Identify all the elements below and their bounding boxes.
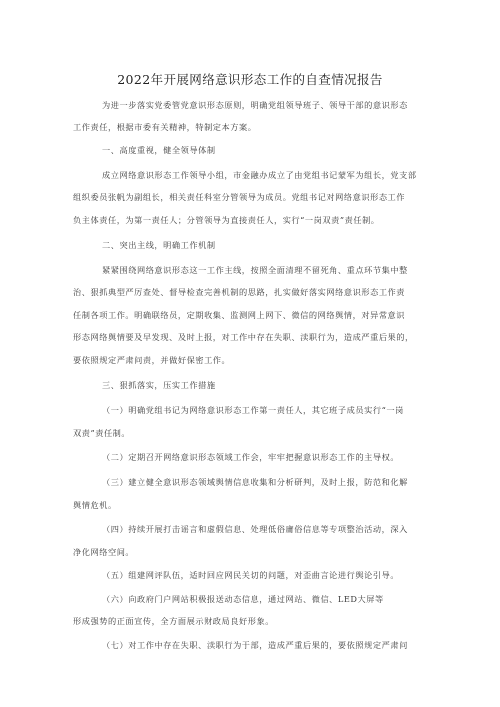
paragraph-line: 工作责任，根据市委有关精神，特制定本方案。	[73, 122, 257, 132]
paragraph-line: （六）向政府门户网站积极报送动态信息，通过网站、微信、LED大屏等	[102, 594, 384, 604]
section-heading: 三、狠抓落实，压实工作措施	[102, 380, 216, 390]
paragraph-line: （三）建立健全意识形态领域舆情信息收集和分析研判，及时上报，防范和化解	[102, 477, 408, 487]
paragraph-line: （二）定期召开网络意识形态领域工作会，牢牢把握意识形态工作的主导权。	[102, 452, 400, 462]
paragraph-line: （四）持续开展打击谣言和虚假信息、处理低俗庸俗信息等专项整治活动，深入	[102, 524, 408, 534]
paragraph-line: 形态网络舆情要及早发现、及时上报，对工作中存在失职、渎职行为，造成严重后果的，	[73, 332, 414, 342]
paragraph-line: 治、狠抓典型严厉查处、督导检查完善机制的思路，扎实做好落实网络意识形态工作责	[73, 287, 406, 297]
paragraph-line: （七）对工作中存在失职、渎职行为于部，造成严重后果的，要依照规定严肃问	[102, 640, 408, 650]
paragraph-line: 成立网络意识形态工作领导小组，市金融办成立了由党组书记蒙军为组长，党支部	[102, 170, 417, 180]
paragraph-line: 任制各项工作。明确联络员，定期收集、监测网上网下、微信的网络舆情，对异常意识	[73, 310, 406, 320]
paragraph-line: 紧紧围绕网络意识形态这一工作主线，按照全面清理不留死角、重点环节集中整	[102, 265, 408, 275]
paragraph-line: 形成强势的正面宣传，全方面展示财政局良好形象。	[73, 616, 274, 626]
paragraph-line: 负主体责任，为第一责任人；分管领导为直接责任人，实行“一岗双责”责任制。	[73, 215, 380, 225]
paragraph-line: 双责”责任制。	[73, 428, 131, 438]
paragraph-line: 舆情危机。	[73, 500, 117, 510]
paragraph-line: （一）明确党组书记为网络意识形态工作第一责任人，其它班子成员实行“一岗	[102, 405, 404, 415]
document-title: 2022年开展网络意识形态工作的自查情况报告	[117, 72, 383, 87]
section-heading: 一、高度重视，健全领导体制	[102, 145, 216, 155]
section-heading: 二、突出主线，明确工作机制	[102, 240, 216, 250]
paragraph-line: 为进一步落实党委管党意识形态原则，明确党组领导班子、领导干部的意识形态	[102, 100, 408, 110]
paragraph-line: 组织委员张帆为副组长，相关责任科室分管领导为成员。党组书记对网络意识形态工作	[73, 192, 406, 202]
paragraph-line: 净化网络空间。	[73, 547, 135, 557]
paragraph-line: （五）组建网评队伍，适时回应网民关切的问题，对歪曲言论进行舆论引导。	[102, 570, 400, 580]
paragraph-line: 要依照规定严肃问责，并做好保密工作。	[73, 355, 231, 365]
